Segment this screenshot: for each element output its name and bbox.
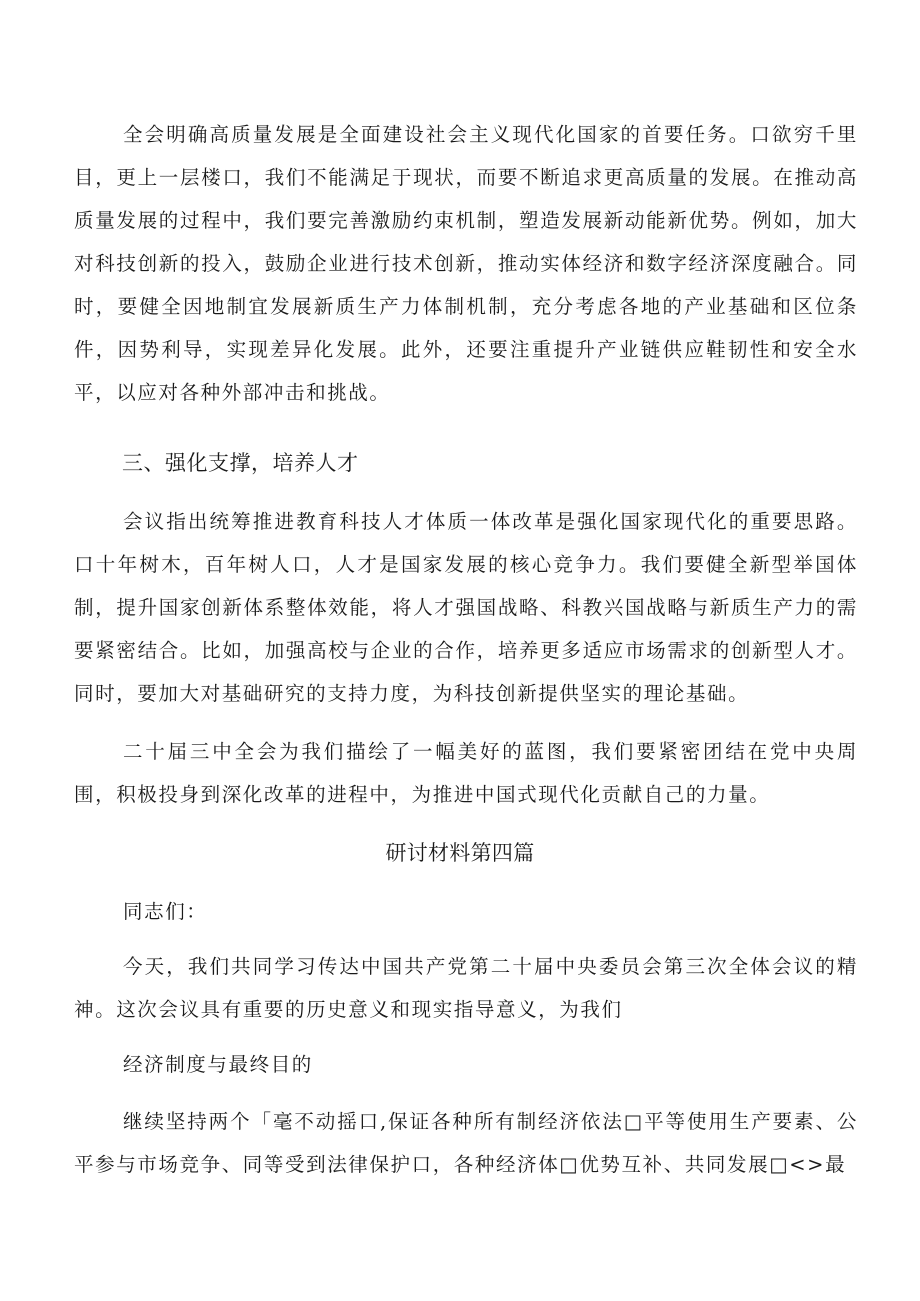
section-heading: 三、强化支撑，培养人才 [122,451,359,475]
paragraph-conclusion: 二十届三中全会为我们描绘了一幅美好的蓝图，我们要紧密团结在党中央周围，积极投身到深化改革的进程中，为推进中国式现代化贡献自己的力量。 [74,740,858,806]
document-title: 研讨材料第四篇 [385,841,535,865]
paragraph-introduction: 今天，我们共同学习传达中国共产党第二十届中央委员会第三次全体会议的精神。这次会议具有重要的历史意义和现实指导意义，为我们 [74,955,858,1021]
paragraph-talent-reform: 会议指出统筹推进教育科技人才体质一体改革是强化国家现代化的重要思路。口十年树木，百年树人口，人才是国家发展的核心竞争力。我们要健全新型举国体制，提升国家创新体系整体效能，将人才强国战略、科教兴国战略与新质生产力的需要紧密结合。比如，加强高校与企业的合作，培养更多适应市场需求的创新型人才。同时，要加大对基础研究的支持力度，为科技创新提供坚实的理论基础。 [74,510,858,705]
salutation: 同志们： [123,900,208,923]
paragraph-high-quality-development: 全会明确高质量发展是全面建设社会主义现代化国家的首要任务。口欲穷千里目，更上一层楼口，我们不能满足于现状，而要不断追求更高质量的发展。在推动高质量发展的过程中，我们要完善激励约束机制，塑造发展新动能新优势。例如，加大对科技创新的投入，鼓励企业进行技术创新，推动实体经济和数字经济深度融合。同时，要健全因地制宜发展新质生产力体制机制，充分考虑各地的产业基础和区位条件，因势利导，实现差异化发展。此外，还要注重提升产业链供应鞋韧性和安全水平，以应对各种外部冲击和挑战。 [74,123,858,404]
paragraph-economic-system: 继续坚持两个「毫不动摇口,保证各种所有制经济依法□平等使用生产要素、公平参与市场竞争、同等受到法律保护口，各种经济体□优势互补、共同发展□<>最 [74,1110,858,1176]
paragraph-subheading: 经济制度与最终目的 [123,1053,313,1076]
